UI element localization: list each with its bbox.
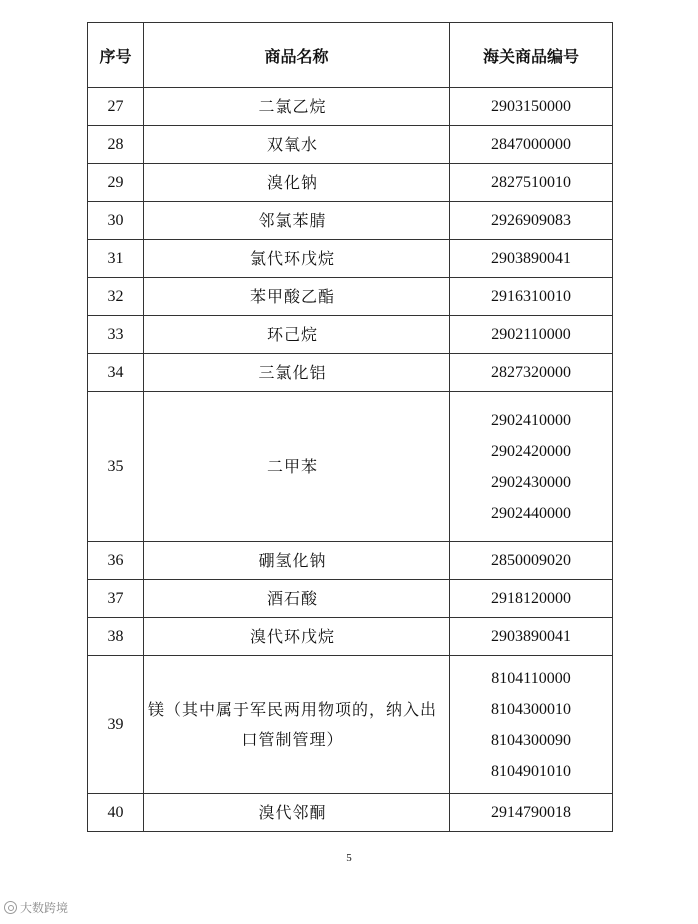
header-name: 商品名称 [144,23,450,88]
row-number: 39 [88,656,144,794]
product-name [144,164,450,202]
product-name [144,542,450,580]
product-name-text: 三氯化铝 [258,362,327,382]
product-name [144,316,450,354]
product-name-text: 双氧水 [266,134,318,154]
customs-code: 2847000000 [491,136,571,153]
customs-code-cell [450,618,613,656]
product-name [144,126,450,164]
page-number: 5 [346,852,352,864]
product-name-text: 苯甲酸乙酯 [249,286,335,306]
customs-code: 2902420000 [491,442,571,460]
table-row [88,794,613,832]
row-number: 28 [88,126,144,164]
table-row [88,542,613,580]
row-number: 33 [88,316,144,354]
customs-code: 2902430000 [491,473,571,491]
row-number: 36 [88,542,144,580]
customs-code-cell [450,240,613,278]
customs-code-cell [450,392,613,542]
table-header-row [88,23,613,88]
product-name [144,88,450,126]
row-number: 34 [88,354,144,392]
table-row [88,164,613,202]
product-name [144,240,450,278]
row-number: 40 [88,794,144,832]
customs-code-cell [450,794,613,832]
product-name-text: 溴化钠 [266,172,318,192]
customs-code: 2926909083 [491,212,571,229]
goods-table [87,22,613,832]
customs-code: 8104110000 [491,669,571,687]
product-name [144,794,450,832]
table-body [88,88,613,832]
table-row [88,392,613,542]
table-row [88,126,613,164]
customs-code-cell [450,542,613,580]
product-name [144,354,450,392]
customs-code: 2903890041 [491,250,571,267]
header-no: 序号 [88,23,144,88]
table-row [88,580,613,618]
product-name-text: 二氯乙烷 [258,96,327,116]
customs-code: 2902110000 [491,326,571,343]
table-row [88,618,613,656]
table-row [88,354,613,392]
watermark-text: 大数跨境 [20,901,69,915]
customs-code: 2918120000 [491,590,571,607]
product-name [144,202,450,240]
table-row [88,88,613,126]
product-name-text: 环己烷 [266,324,318,344]
customs-code: 2827320000 [491,364,571,381]
product-name [144,656,450,794]
customs-code: 2903890041 [491,628,571,645]
customs-code: 2916310010 [491,288,571,305]
row-number: 37 [88,580,144,618]
row-number: 32 [88,278,144,316]
product-name [144,618,450,656]
product-name-text: 溴代邻酮 [258,802,327,822]
customs-code: 8104300090 [491,731,571,749]
product-name-text: 硼氢化钠 [258,550,327,570]
customs-code: 8104901010 [491,762,571,780]
customs-code: 2902410000 [491,411,571,429]
row-number: 29 [88,164,144,202]
customs-code: 2903150000 [491,98,571,115]
customs-code-cell [450,88,613,126]
customs-code: 2914790018 [491,804,571,821]
product-name-text: 邻氯苯腈 [258,210,327,230]
product-name [144,580,450,618]
customs-code: 2902440000 [491,504,571,522]
customs-code-cell [450,580,613,618]
table-row [88,656,613,794]
product-name-text: 溴代环戊烷 [249,626,335,646]
table-row [88,202,613,240]
row-number: 35 [88,392,144,542]
row-number: 27 [88,88,144,126]
product-name-text: 氯代环戊烷 [249,248,335,268]
watermark [4,899,68,916]
customs-code-cell [450,126,613,164]
weibo-logo-icon [4,901,17,914]
table-row [88,278,613,316]
product-name-text: 酒石酸 [266,588,318,608]
customs-code-cell [450,278,613,316]
row-number: 38 [88,618,144,656]
customs-code: 2850009020 [491,552,571,569]
customs-code-cell [450,354,613,392]
customs-code: 2827510010 [491,174,571,191]
row-number: 30 [88,202,144,240]
customs-code-cell [450,202,613,240]
customs-code-cell [450,164,613,202]
table-row [88,316,613,354]
header-code: 海关商品编号 [450,23,613,88]
product-name-text: 二甲苯 [266,456,318,476]
row-number: 31 [88,240,144,278]
product-name [144,392,450,542]
product-name-text: 镁（其中属于军民两用物项的，纳入出口管制管理） [147,699,437,749]
product-name [144,278,450,316]
table-row [88,240,613,278]
customs-code: 8104300010 [491,700,571,718]
customs-code-cell [450,316,613,354]
customs-code-cell [450,656,613,794]
